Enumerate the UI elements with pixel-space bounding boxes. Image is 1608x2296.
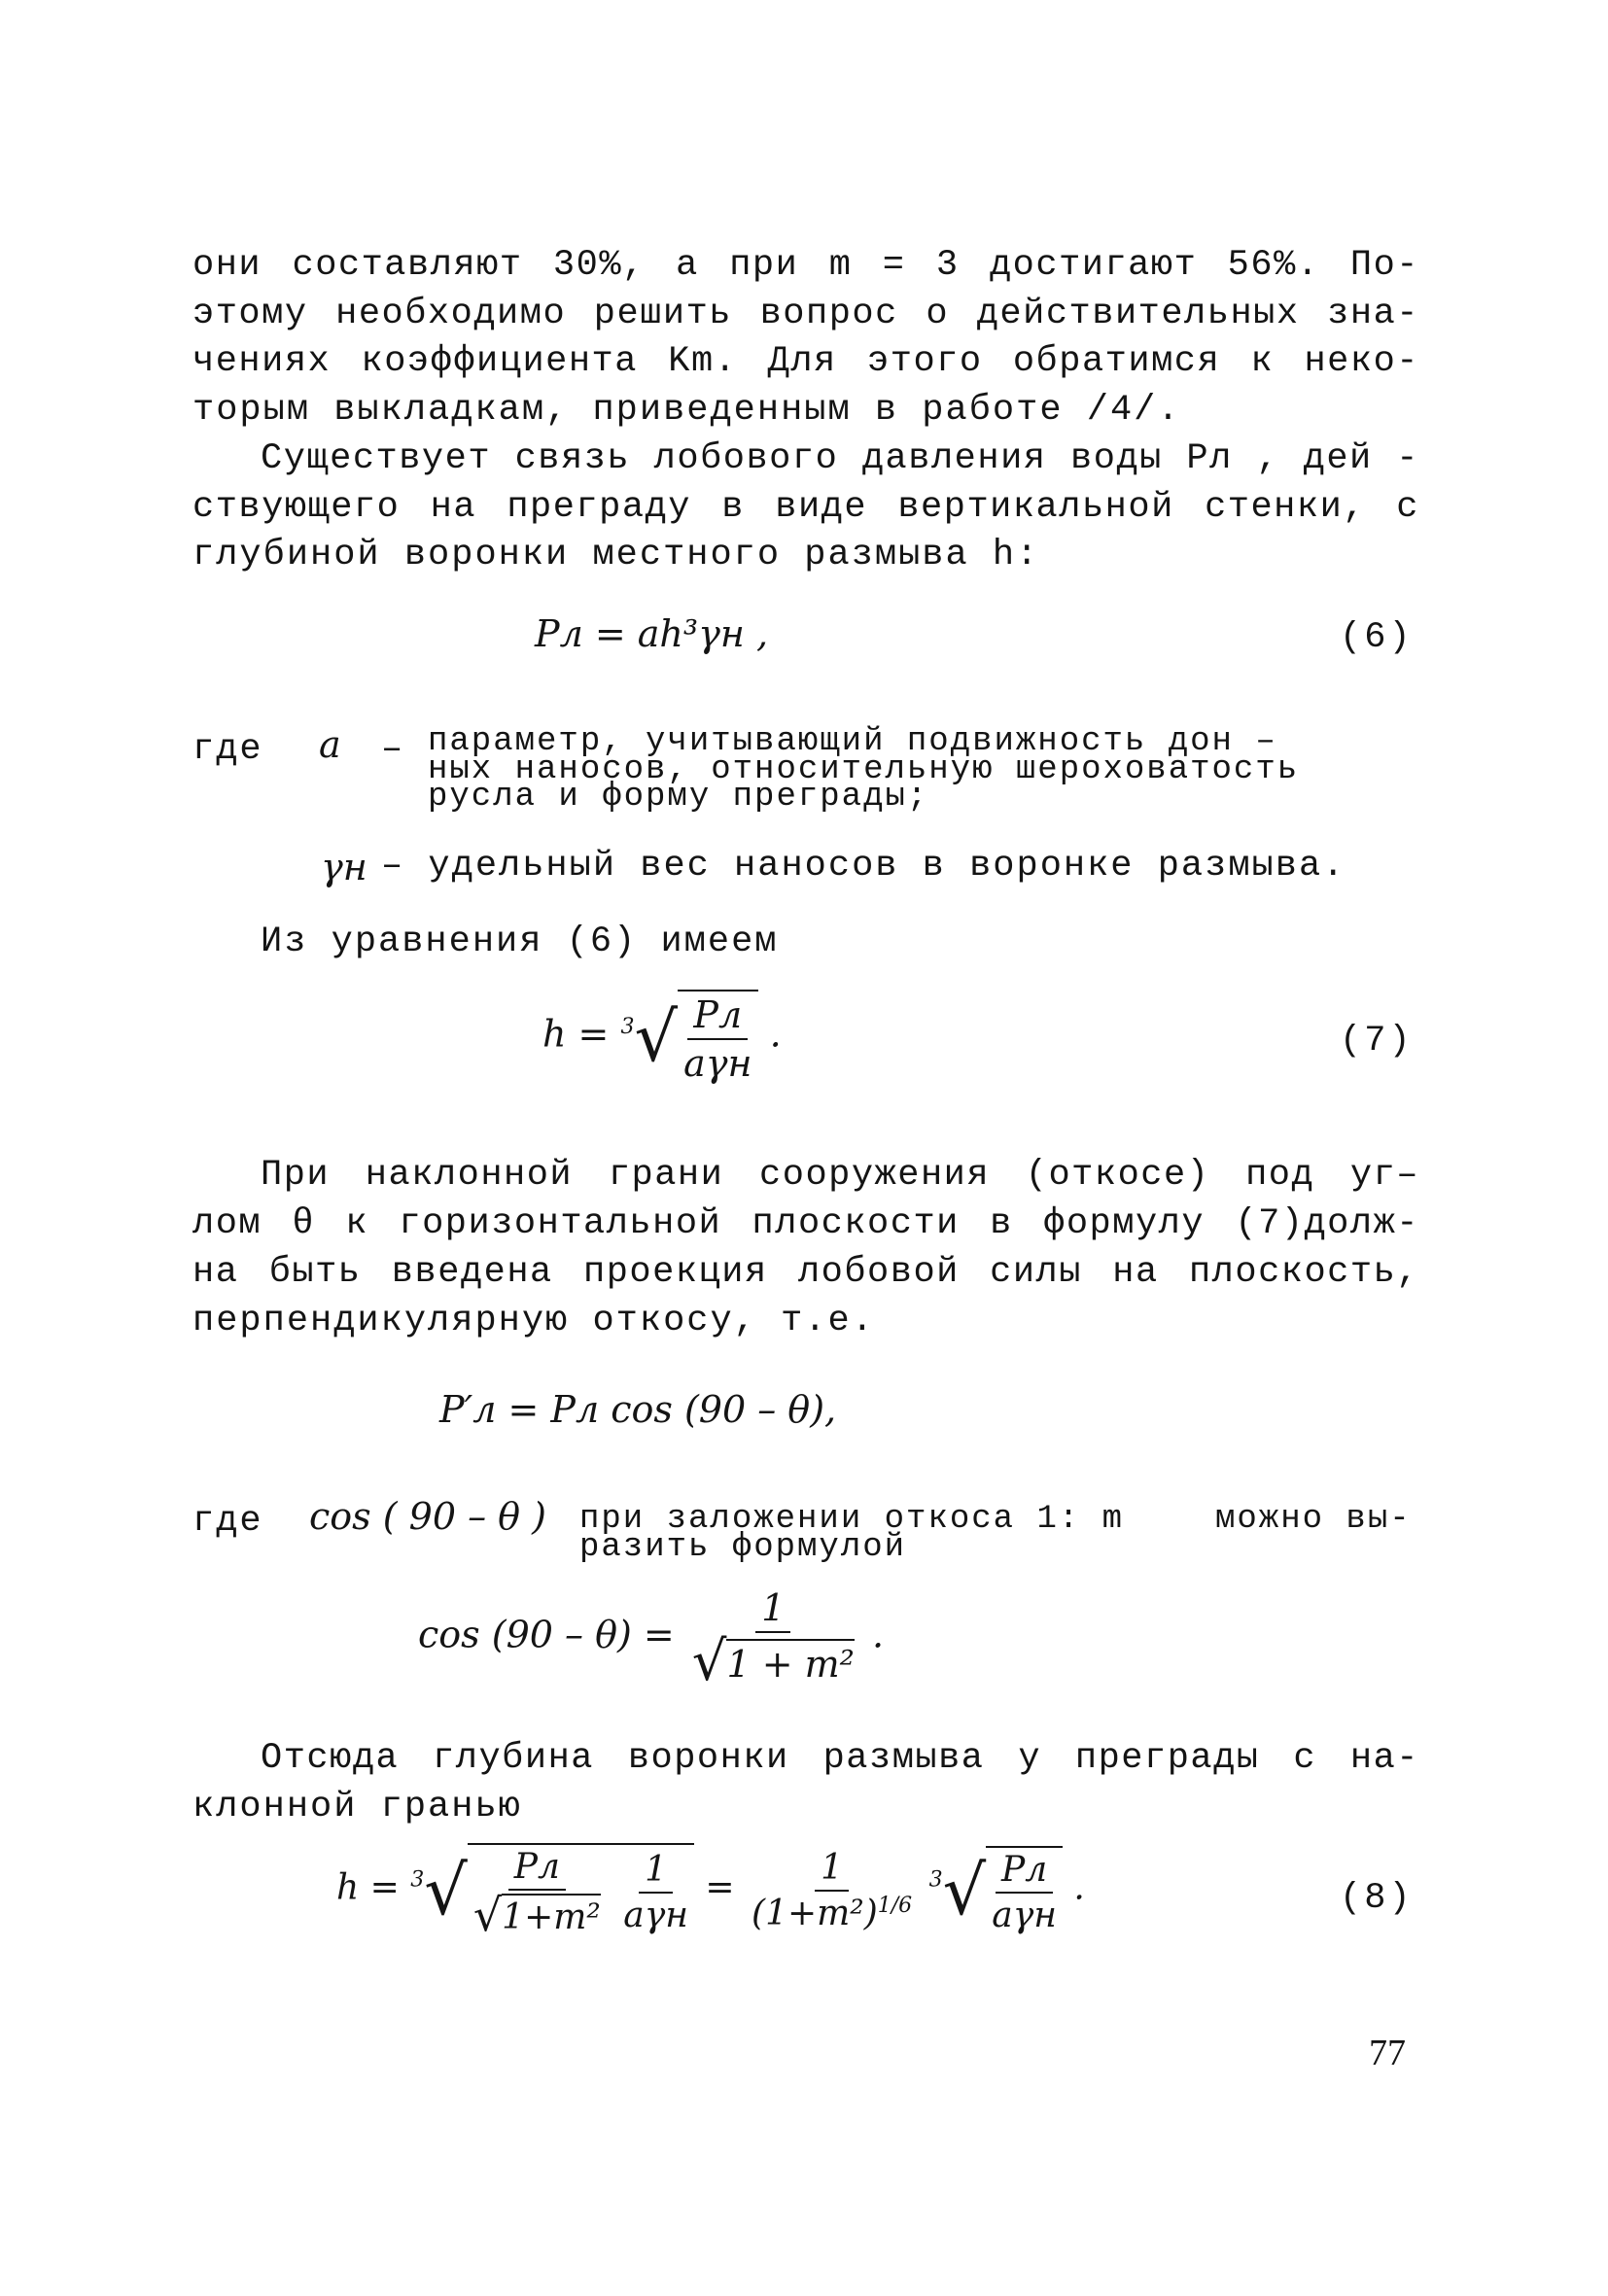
paragraph-2-line-3: глубиной воронки местного размыва h: bbox=[192, 535, 1040, 575]
paragraph-1-line-3: чениях коэффициента Km. Для этого обратимся к неко- bbox=[192, 341, 1419, 382]
paragraph-2-line-1: Существует связь лобового давления воды Pл , дей - bbox=[261, 438, 1419, 479]
param-gamma-symbol: γн bbox=[321, 846, 367, 888]
eq8-root-index: 3 bbox=[410, 1867, 425, 1893]
paragraph-1-line-1: они составляют 30%, а при m = 3 достигают 56%. По- bbox=[192, 245, 1419, 286]
paragraph-1-line-4: торым выкладкам, приведенным в работе /4/. bbox=[192, 390, 1181, 431]
equation-8: h = $^3$ √ Pл √ 1+m² $\frac{1}{\text{aγн}}$ = $\frac{1}{(1+m^2)^{1/6}}$ $^3$ √ $\frac{Pл}{\text{aγн}}$ . bbox=[336, 1843, 1085, 1937]
paragraph-3-line-4: перпендикулярную откосу, т.е. bbox=[192, 1301, 875, 1341]
cos-def-line-1-end: можно вы- bbox=[1215, 1501, 1412, 1538]
equation-8-number: (8) bbox=[1340, 1878, 1414, 1919]
param-a-def-line-2: ных наносов, относительную шероховатость bbox=[428, 751, 1300, 788]
cos-def-line-2: разить формулой bbox=[579, 1529, 907, 1566]
equation-7: h = $^3$ √ $\frac{Pл}{\text{aγн}}$ . bbox=[542, 990, 782, 1085]
cos-def-line-1: при заложении откоса 1: m bbox=[579, 1501, 1125, 1538]
eq7-numerator: Pл bbox=[687, 993, 748, 1040]
paragraph-1-line-2: этому необходимо решить вопрос о действительных зна- bbox=[192, 294, 1419, 334]
paragraph-3-line-1: При наклонной грани сооружения (откосе) под уг– bbox=[261, 1155, 1419, 1196]
equation-6-number: (6) bbox=[1340, 617, 1414, 658]
equation-projection: P′л = Pл cos (90 – θ), bbox=[439, 1388, 837, 1431]
paragraph-2-line-2: ствующего на преграду в виде вертикальной стенки, с bbox=[192, 487, 1419, 528]
paragraph-4-line-2: клонной гранью bbox=[192, 1787, 522, 1827]
paragraph-3-line-3: на быть введена проекция лобовой силы на плоскость, bbox=[192, 1252, 1419, 1293]
param-a-dash: – bbox=[381, 729, 405, 770]
eq-cos-numerator: 1 bbox=[755, 1586, 790, 1633]
paragraph-3-line-2: лом θ к горизонтальной плоскости в формулу (7)долж- bbox=[192, 1203, 1419, 1244]
equation-7-number: (7) bbox=[1340, 1021, 1414, 1061]
equation-6: Pл = ah³γн , bbox=[535, 612, 769, 655]
page-number: 77 bbox=[1369, 2033, 1406, 2073]
where-label-2: где bbox=[192, 1501, 263, 1542]
eq-cos-denominator: 1 + m² bbox=[726, 1639, 854, 1686]
eq7-denominator: aγн bbox=[683, 1042, 752, 1085]
where-label-1: где bbox=[192, 729, 263, 770]
param-a-def-line-1: параметр, учитывающий подвижность дон – bbox=[428, 723, 1277, 760]
eq8-root2-index: 3 bbox=[928, 1867, 943, 1893]
from-equation-text: Из уравнения (6) имеем bbox=[261, 922, 779, 962]
paragraph-4-line-1: Отсюда глубина воронки размыва у преграды с на- bbox=[261, 1738, 1419, 1779]
param-gamma-def: – удельный вес наносов в воронке размыва. bbox=[381, 846, 1346, 887]
param-a-symbol: a bbox=[319, 723, 341, 766]
eq7-root-index: 3 bbox=[620, 1014, 635, 1039]
cos-expression: cos ( 90 – θ ) bbox=[309, 1495, 546, 1538]
equation-cos: cos (90 – θ) = 1 √ 1 + m² . bbox=[418, 1586, 885, 1693]
param-a-def-line-3: русла и форму преграды; bbox=[428, 779, 929, 816]
